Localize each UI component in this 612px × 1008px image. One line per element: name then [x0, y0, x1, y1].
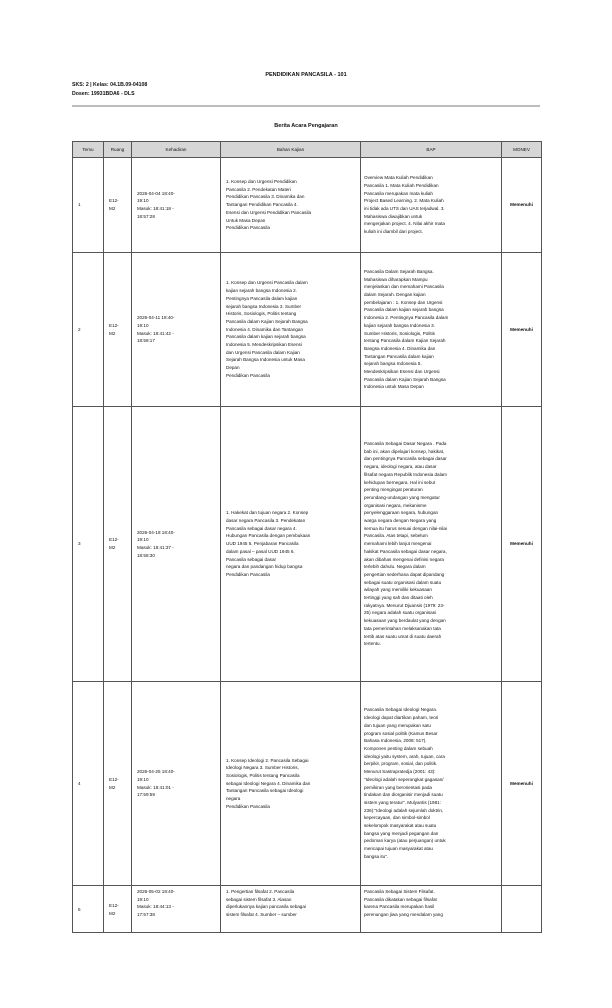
cell-bap: Pancasila Dalam Sejarah Bangsa. Mahasiswa diharapkan Mampu menjelaskan dan memahami Pancasila dalam Sejarah. Dengan kajian pembelajaran : 1. Konsep dan Urgensi Pancasila dalam kajian sejarah bangsa Indonesia 2. Pentingnya Pancasila dalam kajian sejarah bangsa Indonesia 3. Sumber Historis, Sosiologis, Politis tentang Pancasila dalam Kajian Sejarah Bangsa Indonesia 4. Dinamika dan Tantangan Pancasila dalam kajian sejarah bangsa Indonesia 5. Mendeskripsikan Esensi dan Urgensi Pancasila dalam Kajian Sejarah Bangsa Indonesia untuk Masa Depan — [361, 253, 502, 407]
col-header-temu: Temu — [73, 142, 104, 158]
table-row — [73, 407, 542, 682]
table-row — [73, 253, 542, 407]
cell-bahan-kajian: 1. Konsep Ideologi 2. Pancasila Sebagai Ideologi Negara 3. Sumber Historis, Sosiologis, Politis tentang Pancasila sebagai Ideologi Negara 4. Dinamika dan Tantangan Pancasila sebagai Ideologi negara Pendidikan Pancasila — [221, 682, 361, 886]
col-header-monev: MONEV — [502, 142, 542, 158]
cell-monev: Memenuhi — [502, 158, 542, 253]
cell-temu: 2 — [73, 253, 104, 407]
cell-bahan-kajian: 1. Pengertian filsafat 2. Pancasila sebagai sistem filsafat 3. Alasan diperlukannya kajian pancasila sebagai sistem filsafat 4. Sumber – sumber — [221, 886, 361, 933]
cell-kehadiran: 2026-04-11 18:40- 19:10 Masuk: 18:41:42 - 18:58:17 — [132, 253, 221, 407]
course-title: PENDIDIKAN PANCASILA - 101 — [265, 72, 347, 78]
cell-bahan-kajian: 1. Hakekat dan tujuan negara 2. Konsep dasar negara Pancasila 3. Pendekatan Pancasila sebagai dasar negara 4. Hubungan Pancasila dengan pembukaan UUD 1945 5. Penjabaran Pancasila dalam pasal – pasal UUD 1945 6. Pancasila sebagai dasar negara dan pandangan hidup bangsa Pendidikan Pancasila — [221, 407, 361, 682]
section-title: Berita Acara Pengajaran — [274, 123, 338, 129]
cell-monev: Memenuhi — [502, 682, 542, 886]
cell-monev: Memenuhi — [502, 407, 542, 682]
cell-ruang: E12- M2 — [104, 253, 132, 407]
cell-bap: Overview Mata Kuliah Pendidikan Pancasila 1. Mata Kuliah Pendidikan Pancasila merupakan mata kuliah Project Based Learning. 2. Mata Kuliah ini tidak ada UTS dan UAS terjadwal. 3. Mahasiswa diwajibkan untuk mengerjakan project. 4. Nilai akhir mata kuliah ini diambil dari project. — [361, 158, 502, 253]
cell-ruang: E12- M2 — [104, 682, 132, 886]
cell-kehadiran: 2026-05-02 18:40- 19:10 Masuk: 18:44:13 - 17:57:38 — [132, 886, 221, 933]
cell-ruang: E12- M2 — [104, 158, 132, 253]
cell-temu: 5 — [73, 886, 104, 933]
cell-kehadiran: 2026-04-25 18:40- 19:10 Masuk: 18:41:01 - 17:59:59 — [132, 682, 221, 886]
col-header-kehadiran: Kehadiran — [132, 142, 221, 158]
cell-temu: 4 — [73, 682, 104, 886]
table-row — [73, 886, 542, 933]
cell-bahan-kajian: 1. Konsep dan Urgensi Pancasila dalam kajian sejarah bangsa Indonesia 2. Pentingnya Pancasila dalam kajian sejarah bangsa Indonesia 3. Sumber Historis, Sosiologis, Politis tentang Pancasila dalam Kajian Sejarah Bangsa Indonesia 4. Dinamika dan Tantangan Pancasila dalam kajian sejarah bangsa Indonesia 5. Mendeskripsikan Esensi dan Urgensi Pancasila dalam Kajian Sejarah Bangsa Indonesia untuk Masa Depan Pendidikan Pancasila — [221, 253, 361, 407]
cell-bahan-kajian: 1. Konsep dan Urgensi Pendidikan Pancasila 2. Pendekatan Materi Pendidikan Pancasila 3. Dinamika dan Tantangan Pendidikan Pancasila 4. Esensi dan Urgensi Pendidikan Pancasila Untuk Masa Depan Pendidikan Pancasila — [221, 158, 361, 253]
cell-bap: Pancasila Sebagai Dasar Negara . Pada bab ini, akan dipelajari konsep, hakikat, dan pentingnya Pancasila sebagai dasar negara, ideologi negara, atau dasar filsafat negara Republik Indonesia dalam kehidupan bernegara. Hal ini sebut penting mengingat peraturan perundang-undangan yang mengatur organisasi negara, mekanisme penyelenggaraan negara, hubungan warga negara dengan Negara yang semua itu harus sesuai dengan nilai-nilai Pancasila. Atas tetapi, sebelum memahami lebih lanjut mengenai hakikat Pancasila sebagai dasar negara, akan dibahas mengenai definisi negara terlebih dahulu. Negara dalam pengertian sederhana dapat dipandang sebagai suatu organisasi dalam suatu wilayah yang memiliki kekuasaan tertinggi yang sah dan ditaati oleh rakyatnya. Menurut Djuansis (1979: 23- 25) negara adalah suatu organisasi kekuasaan yang berdaulat yang dengan tata pemerintahan melaksanakan tata tertib atas suatu umat di suatu daerah tertentu. — [361, 407, 502, 682]
cell-monev: Memenuhi — [502, 253, 542, 407]
col-header-ruang: Ruang — [104, 142, 132, 158]
cell-kehadiran: 2026-04-04 18:40- 19:10 Masuk: 18:41:18 - 18:57:28 — [132, 158, 221, 253]
cell-bap: Pancasila Sebagai Sistem Filsafat. Pancasila dikatakan sebagai filsafat karena Pancasila merupakan hasil perenungan jiwa yang mendalam yang — [361, 886, 502, 933]
header-divider — [72, 105, 540, 107]
cell-bap: Pancasila Sebagai Ideologi Negara. Ideologi dapat diartikan paham, teori dan tujuan yang merupakan satu program sosial politik (Kamus Besar Bahasa Indonesia, 2008: 517). Komponen penting dalam sebuah ideologi yaitu system, arah, tujuan, cara berpikir, program, sosial, dan politik. Menurut Sastrapratedja (2001: 43): "Ideologi adalah seperangkat gagasan/ pemikiran yang berorientasi pada tindakan dan diorganisir menjadi suatu sistem yang teratur". Mulyantis (1981: 236):"Ideologi adalah sejumlah doktrin, kepercayaan, dan simbol-simbol sekelompok masyarakat atau suatu bangsa yang menjadi pegangan dan pedoman karya (atau perjuangan) untuk mencapai tujuan masyarakat atau bangsa itu". — [361, 682, 502, 886]
table-row — [73, 158, 542, 253]
col-header-bap: BAP — [361, 142, 502, 158]
cell-ruang: E12- M2 — [104, 886, 132, 933]
cell-temu: 3 — [73, 407, 104, 682]
sks-class-line: SKS: 2 | Kelas: 04.1B.09-04108 — [72, 82, 148, 88]
cell-ruang: E12- M2 — [104, 407, 132, 682]
teaching-record-table — [72, 141, 542, 933]
col-header-bahan-kajian: Bahan Kajian — [221, 142, 361, 158]
cell-kehadiran: 2026-04-18 18:40- 19:10 Masuk: 18:41:37 - 18:58:30 — [132, 407, 221, 682]
cell-temu: 1 — [73, 158, 104, 253]
cell-monev — [502, 886, 542, 933]
table-header-row — [73, 142, 542, 158]
table-row — [73, 682, 542, 886]
lecturer-line: Dosen: 19931BDA6 - DLS — [72, 91, 135, 97]
